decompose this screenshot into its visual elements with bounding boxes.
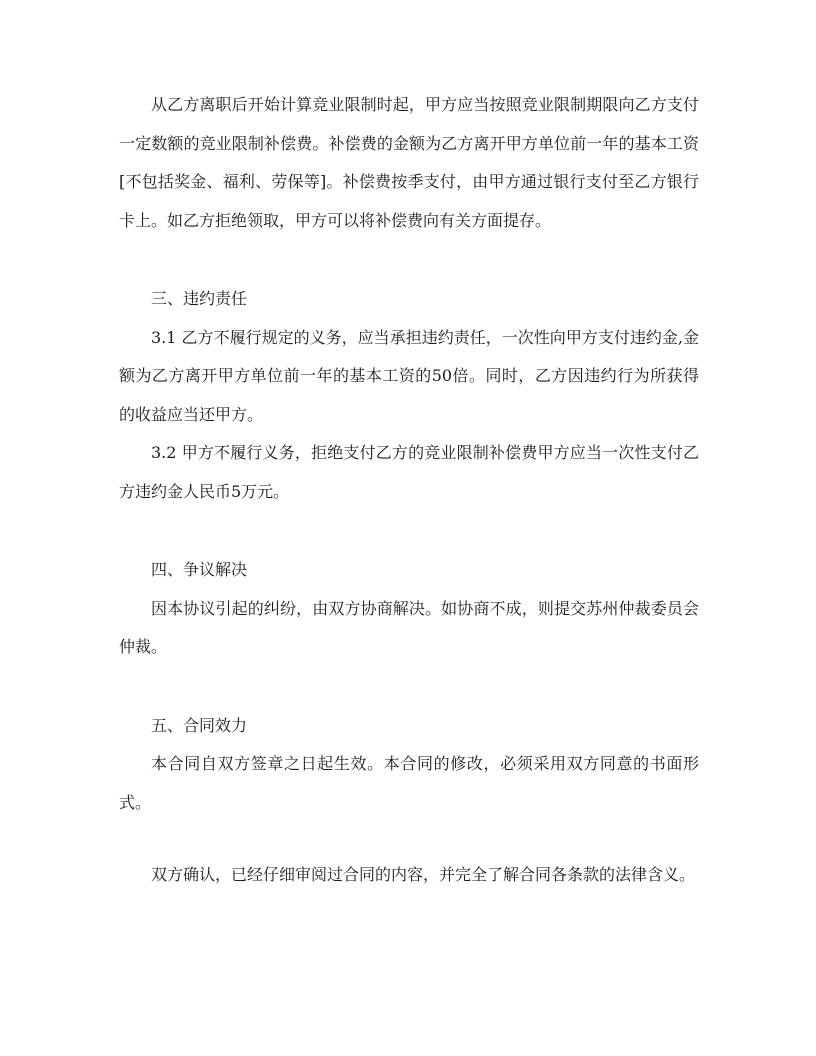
compensation-paragraph: 从乙方离职后开始计算竞业限制时起，甲方应当按照竞业限制期限向乙方支付一定数额的竞业限制补偿费。补偿费的金额为乙方离开甲方单位前一年的基本工资[不包括奖金、福利、劳保等]。补偿费按季支付，由甲方通过银行支付至乙方银行卡上。如乙方拒绝领取，甲方可以将补偿费向有关方面提存。 [119, 95, 699, 230]
section-5-heading: 五、合同效力 [151, 715, 248, 735]
spacer [119, 511, 699, 551]
clause-3-1: 3.1 乙方不履行规定的义务，应当承担违约责任，一次性向甲方支付违约金,金额为乙方离开甲方单位前一年的基本工资的50倍。同时，乙方因违约行为所获得的收益应当还甲方。 [119, 327, 699, 424]
section-3-heading: 三、违约责任 [151, 289, 248, 308]
confirmation-paragraph: 双方确认，已经仔细审阅过合同的内容，并完全了解合同各条款的法律含义。 [151, 865, 696, 884]
spacer [119, 240, 699, 280]
document-page [119, 86, 699, 895]
spacer [119, 667, 699, 707]
section-4-heading: 四、争议解决 [151, 560, 248, 579]
spacer [119, 822, 699, 856]
validity-paragraph: 本合同自双方签章之日起生效。本合同的修改，必须采用双方同意的书面形式。 [119, 754, 699, 812]
dispute-paragraph: 因本协议引起的纠纷，由双方协商解决。如协商不成，则提交苏州仲裁委员会仲裁。 [119, 598, 699, 656]
clause-3-2: 3.2 甲方不履行义务，拒绝支付乙方的竞业限制补偿费甲方应当一次性支付乙方违约金人民币5万元。 [119, 443, 699, 501]
